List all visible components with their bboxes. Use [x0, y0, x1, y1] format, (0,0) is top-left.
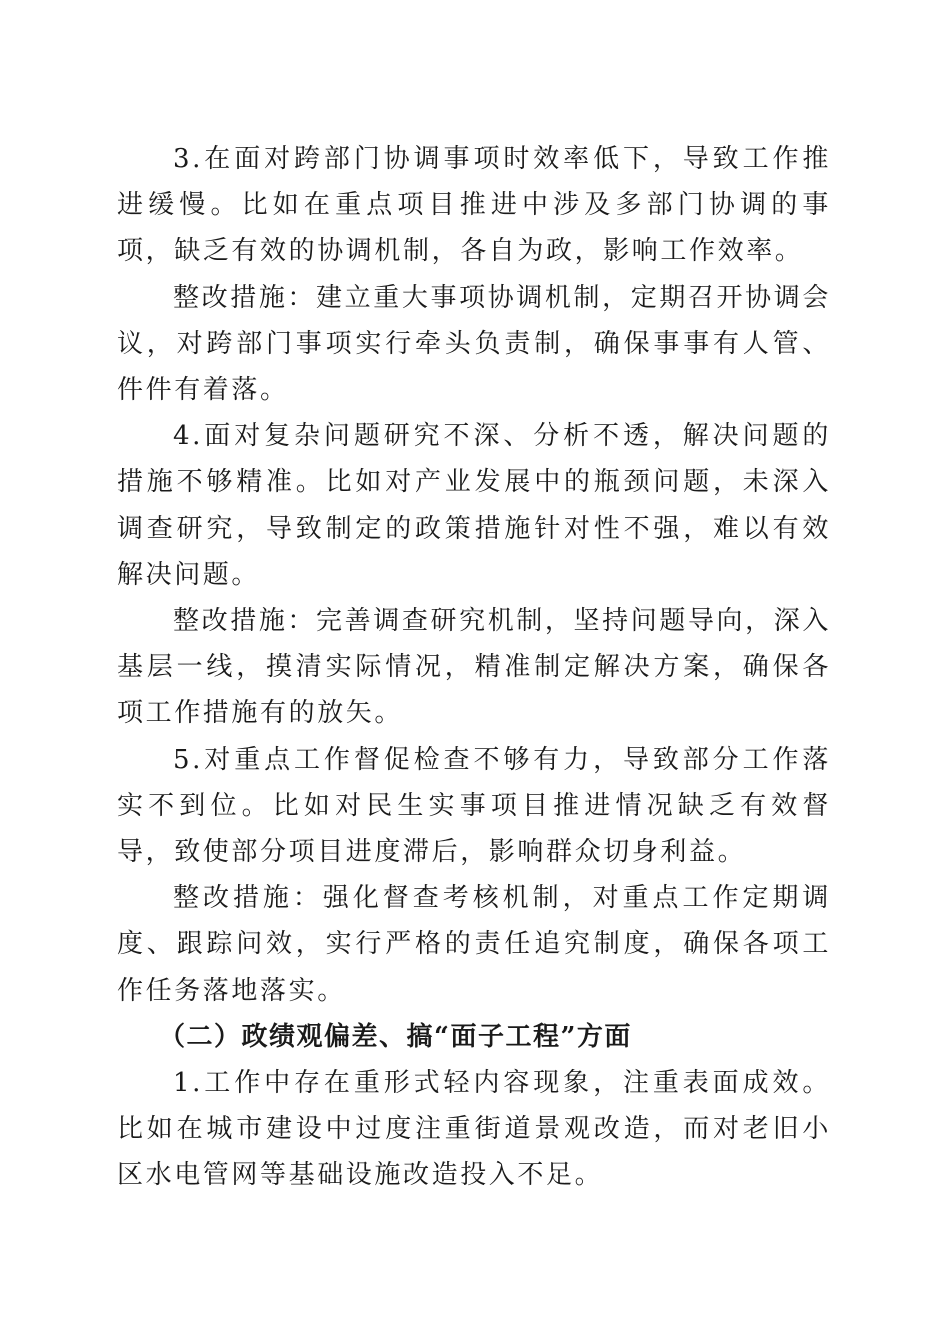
paragraph-item-3: 3.在面对跨部门协调事项时效率低下，导致工作推进缓慢。比如在重点项目推进中涉及多部门协调的事项，缺乏有效的协调机制，各自为政，影响工作效率。 [117, 144, 831, 267]
section-heading: （二）政绩观偏差、搞“面子工程”方面 [159, 1021, 632, 1052]
paragraph-item-4: 4.面对复杂问题研究不深、分析不透，解决问题的措施不够精准。比如对产业发展中的瓶颈问题，未深入调查研究，导致制定的政策措施针对性不强，难以有效解决问题。 [117, 421, 831, 590]
paragraph-item-1: 1.工作中存在重形式轻内容现象，注重表面成效。比如在城市建设中过度注重街道景观改造，而对老旧小区水电管网等基础设施改造投入不足。 [117, 1068, 831, 1191]
rectification-measure-3: 整改措施：建立重大事项协调机制，定期召开协调会议，对跨部门事项实行牵头负责制，确保事事有人管、件件有着落。 [117, 282, 831, 406]
rectification-measure-4: 整改措施：完善调查研究机制，坚持问题导向，深入基层一线，摸清实际情况，精准制定解决方案，确保各项工作措施有的放矢。 [117, 606, 831, 729]
document-body [117, 136, 831, 1199]
paragraph-item-5: 5.对重点工作督促检查不够有力，导致部分工作落实不到位。比如对民生实事项目推进情况缺乏有效督导，致使部分项目进度滞后，影响群众切身利益。 [117, 744, 831, 868]
rectification-measure-5: 整改措施：强化督查考核机制，对重点工作定期调度、跟踪问效，实行严格的责任追究制度，确保各项工作任务落地落实。 [117, 883, 831, 1006]
